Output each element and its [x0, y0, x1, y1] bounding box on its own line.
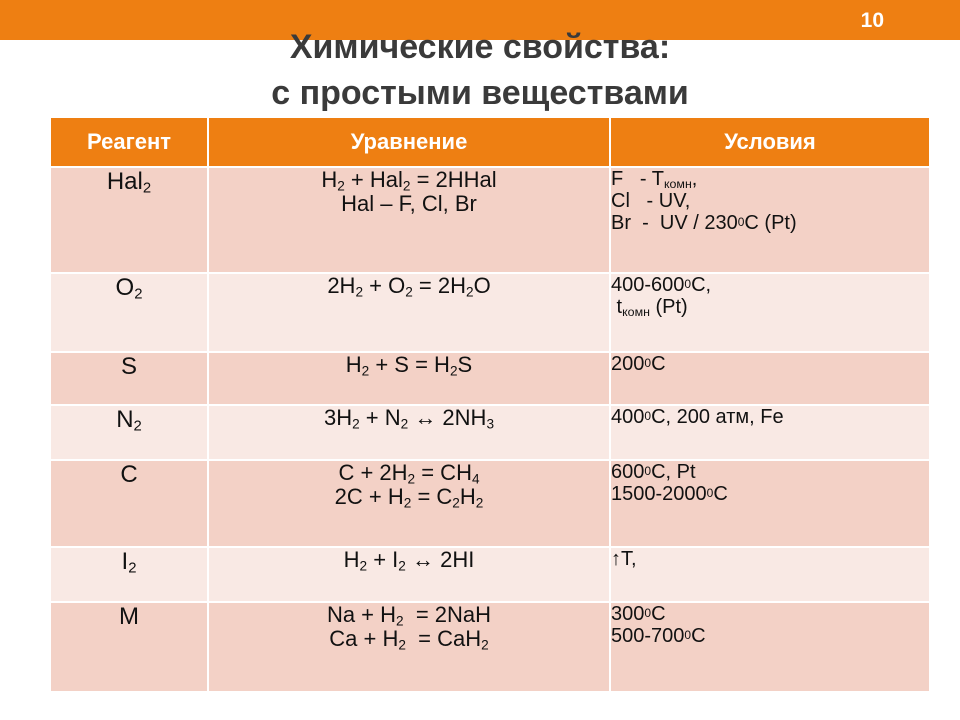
conditions-cell: $200^0C$ — [610, 352, 930, 405]
equation-cell: $H_2 + Hal_2$ = 2HHal Hal – F, Cl, Br — [208, 167, 610, 273]
reagent-cell: Hal$_2$ — [50, 167, 208, 273]
conditions-cell: $400-600^0C$, $t_{комн}$ (Pt) — [610, 273, 930, 352]
table-row — [50, 273, 930, 352]
reagent-cell: S — [50, 352, 208, 405]
equation-cell: $H_2 + S = H_2S$ — [208, 352, 610, 405]
table-row — [50, 352, 930, 405]
conditions-cell: F - $T_{комн}$, Cl - UV, Br - UV / $230^0C$ (Pt) — [610, 167, 930, 273]
slide-title — [0, 24, 960, 116]
conditions-cell: ↑T, — [610, 547, 930, 602]
reagent-cell: C — [50, 460, 208, 547]
table-row — [50, 167, 930, 273]
conditions-cell: $300^0C$ $500-700^0C$ — [610, 602, 930, 692]
title-line-2: с простыми веществами — [271, 74, 689, 112]
equation-cell: $3H_2 + N_2$ ↔ $2NH_3$ — [208, 405, 610, 460]
header-equation: Уравнение — [208, 117, 610, 167]
reagent-cell: $N_2$ — [50, 405, 208, 460]
reagent-cell: M — [50, 602, 208, 692]
table-row — [50, 602, 930, 692]
header-reagent: Реагент — [50, 117, 208, 167]
equation-cell: $2H_2 + O_2 = 2H_2O$ — [208, 273, 610, 352]
equation-cell: $Na + H_2 = 2NaH$ $Ca + H_2 = CaH_2$ — [208, 602, 610, 692]
equation-cell: $C + 2H_2 = CH_4$ $2C + H_2 = C_2H_2$ — [208, 460, 610, 547]
conditions-cell: $400^0C$, 200 атм, Fe — [610, 405, 930, 460]
conditions-cell: $600^0C$, Pt 1500-2000$^0$C — [610, 460, 930, 547]
title-line-1: Химические свойства: — [289, 28, 671, 66]
table-row — [50, 405, 930, 460]
properties-table — [49, 116, 931, 693]
table-header-row — [50, 117, 930, 167]
table-row — [50, 460, 930, 547]
header-conditions: Условия — [610, 117, 930, 167]
table-row — [50, 547, 930, 602]
reagent-cell: $I_2$ — [50, 547, 208, 602]
equation-cell: $H_2 + I_2$ ↔ 2HI — [208, 547, 610, 602]
reagent-cell: $O_2$ — [50, 273, 208, 352]
slide-number: 10 — [860, 9, 884, 32]
